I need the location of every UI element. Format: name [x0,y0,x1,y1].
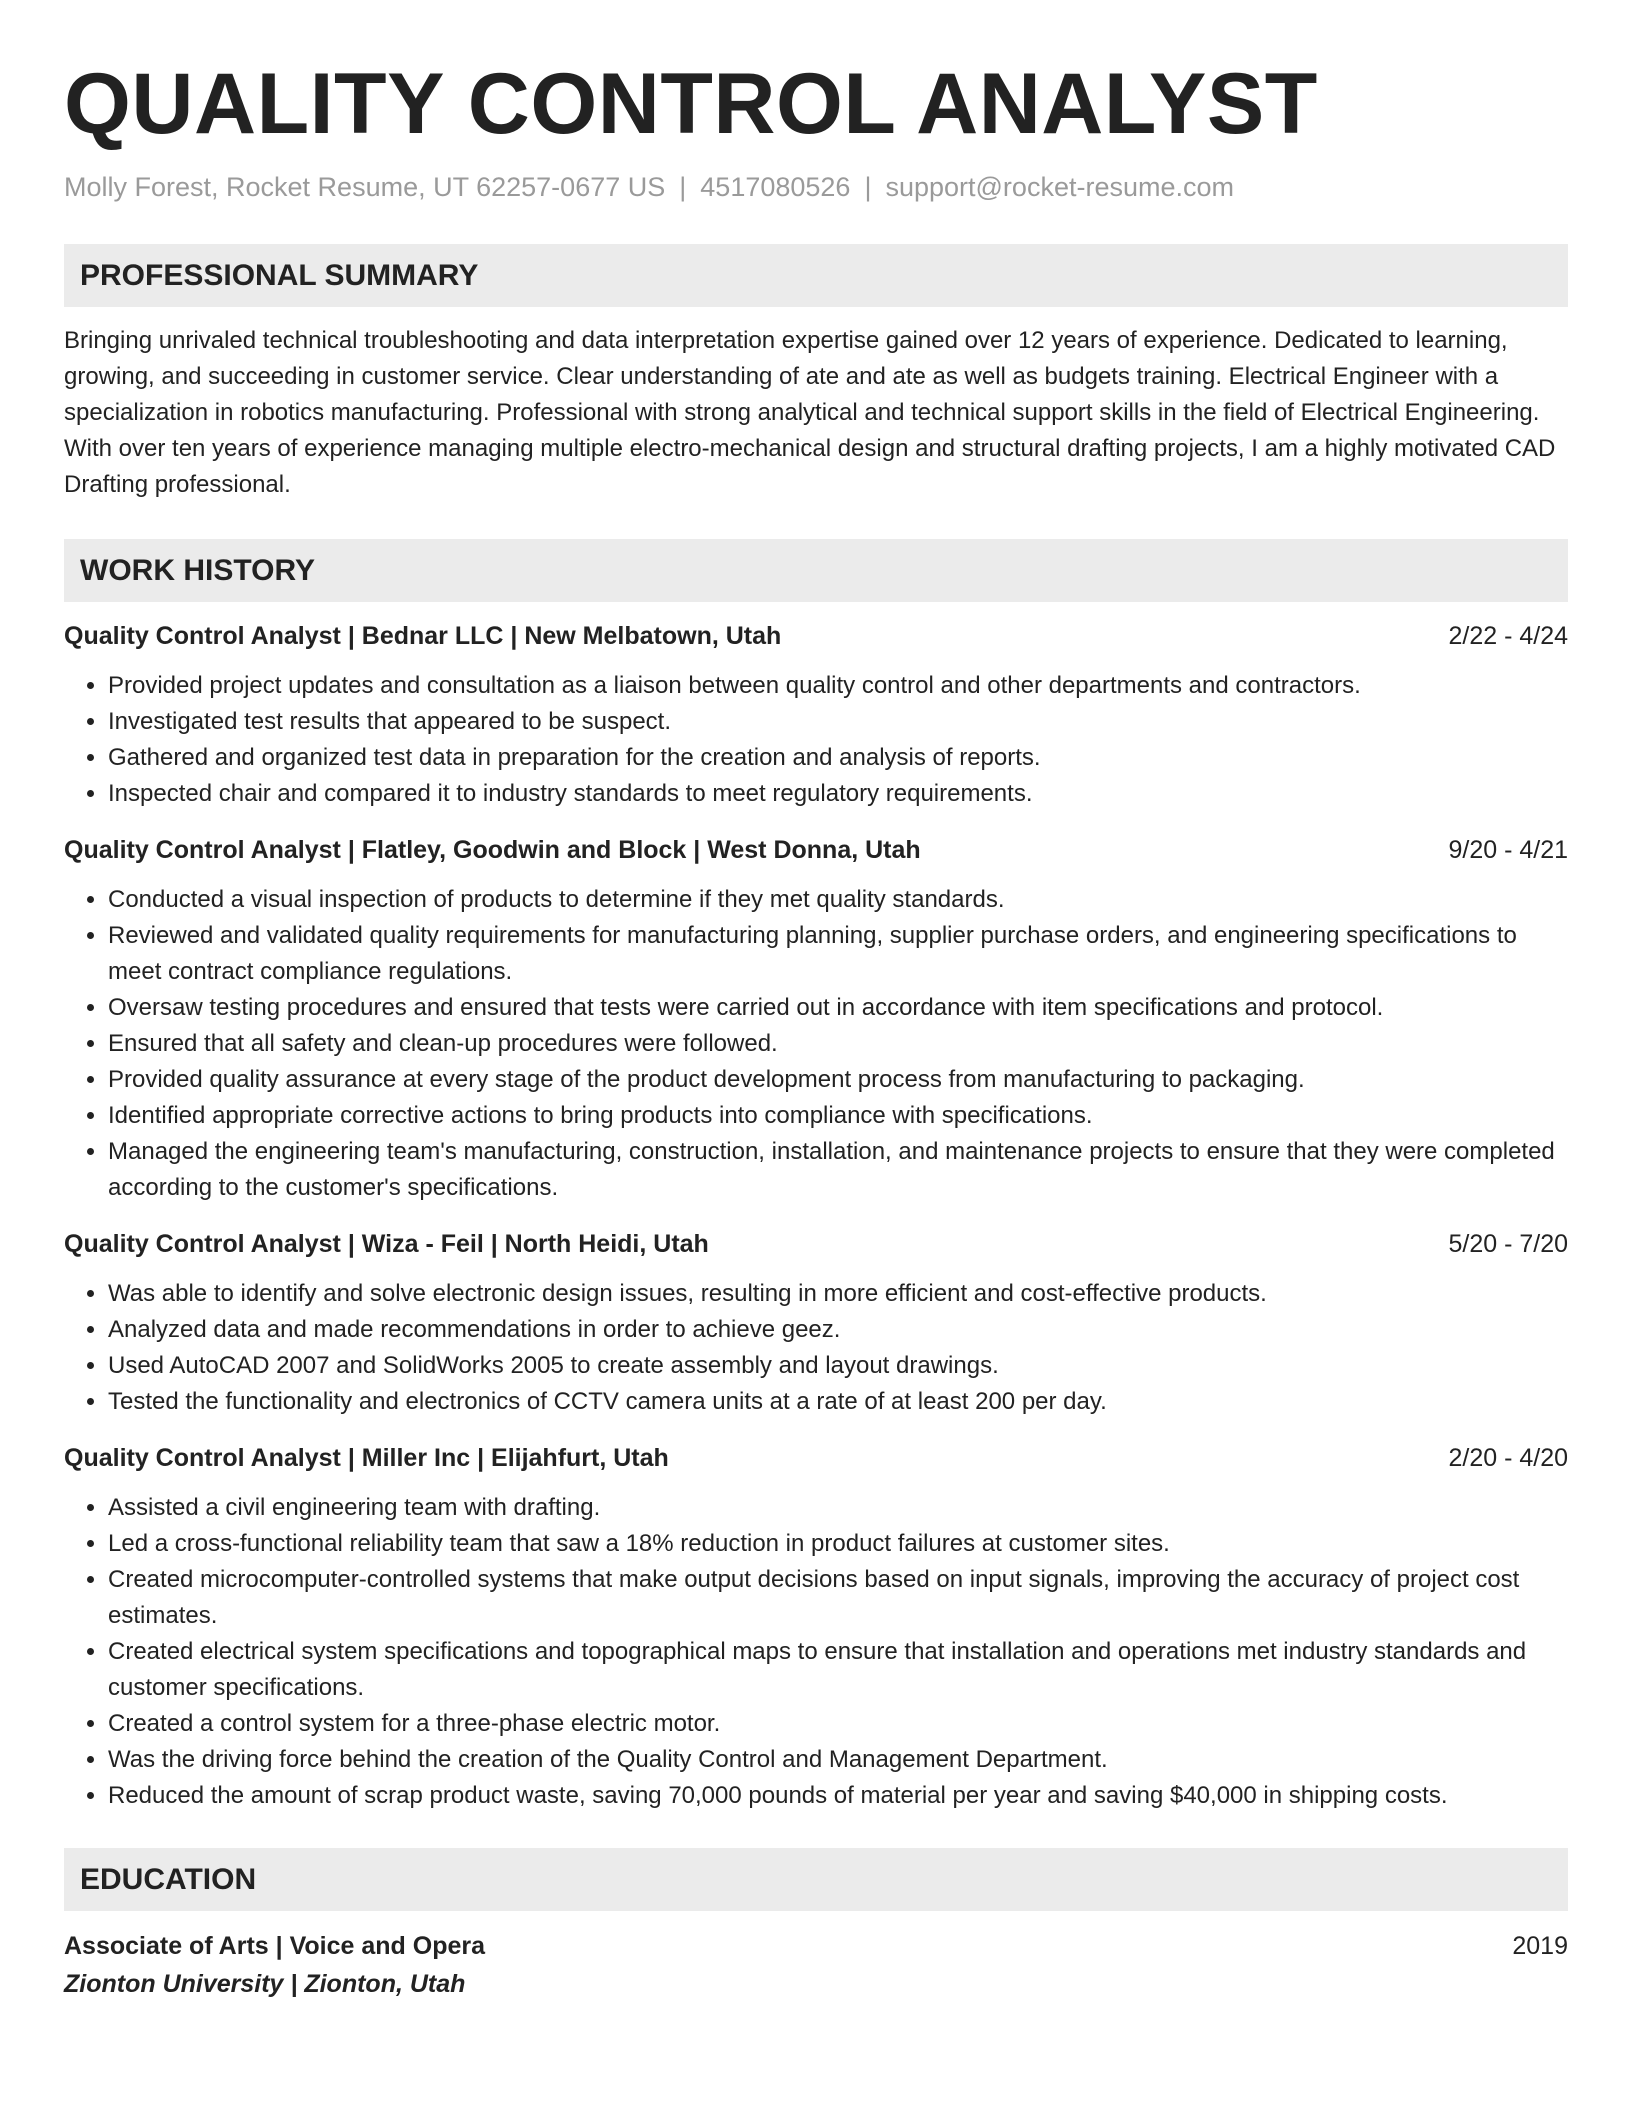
education-header [64,1927,1568,1965]
job-header [64,618,1568,654]
job-dates: 2/20 - 4/20 [1448,1444,1568,1472]
job-bullets [64,1490,1568,1814]
job-bullet: • Identified appropriate corrective actions to bring products into compliance with specifications. [108,1098,1568,1134]
job-entry [64,832,1568,1206]
contact-email: support@rocket-resume.com [885,172,1234,202]
job-title: Quality Control Analyst | Bednar LLC | New Melbatown, Utah [64,622,782,650]
job-bullet: • Gathered and organized test data in preparation for the creation and analysis of reports. [108,740,1568,776]
work-history-heading: WORK HISTORY [64,539,1568,602]
job-bullets [64,668,1568,812]
contact-address: Molly Forest, Rocket Resume, UT 62257-0677 US [64,172,666,202]
job-bullet: • Led a cross-functional reliability team that saw a 18% reduction in product failures at customer sites. [108,1526,1568,1562]
job-bullets [64,882,1568,1206]
education-entry [64,1927,1568,2003]
job-bullet: • Used AutoCAD 2007 and SolidWorks 2005 to create assembly and layout drawings. [108,1348,1568,1384]
job-bullet: • Was the driving force behind the creation of the Quality Control and Management Department. [108,1742,1568,1778]
job-bullet: • Tested the functionality and electronics of CCTV camera units at a rate of at least 200 per day. [108,1384,1568,1420]
job-bullet: • Provided quality assurance at every stage of the product development process from manufacturing to packaging. [108,1062,1568,1098]
job-title: Quality Control Analyst | Miller Inc | Elijahfurt, Utah [64,1444,669,1472]
job-header [64,832,1568,868]
resume-title: QUALITY CONTROL ANALYST [64,56,1318,152]
contact-separator: | [864,172,872,202]
job-bullet: • Conducted a visual inspection of products to determine if they met quality standards. [108,882,1568,918]
summary-text: Bringing unrivaled technical troubleshooting and data interpretation expertise gained over 12 years of experience. Dedicated to learning, growing, and succeeding in customer service. Clear understanding of ate and ate as well as budgets training. Electrical Engineer with a specialization in robotics manufacturing. Professional with strong analytical and technical support skills in the field of Electrical Engineering. With over ten years of experience managing multiple electro-mechanical design and structural drafting projects, I am a highly motivated CAD Drafting professional. [64,327,1556,498]
job-bullets [64,1276,1568,1420]
job-bullet: • Was able to identify and solve electronic design issues, resulting in more efficient and cost-effective products. [108,1276,1568,1312]
job-bullet: • Provided project updates and consultation as a liaison between quality control and other departments and contractors. [108,668,1568,704]
education-school: Zionton University | Zionton, Utah [64,1970,466,1998]
job-entry [64,618,1568,812]
job-dates: 9/20 - 4/21 [1448,836,1568,864]
summary-heading: PROFESSIONAL SUMMARY [64,244,1568,307]
job-bullet: • Investigated test results that appeared to be suspect. [108,704,1568,740]
education-year: 2019 [1512,1932,1568,1960]
education-degree: Associate of Arts | Voice and Opera [64,1932,486,1960]
job-title: Quality Control Analyst | Flatley, Goodwin and Block | West Donna, Utah [64,836,921,864]
job-dates: 5/20 - 7/20 [1448,1230,1568,1258]
job-bullet: • Reviewed and validated quality requirements for manufacturing planning, supplier purchase orders, and engineering specifications to meet contract compliance regulations. [108,918,1568,990]
contact-line [64,170,1568,204]
job-bullet: • Created electrical system specifications and topographical maps to ensure that installation and operations met industry standards and customer specifications. [108,1634,1568,1706]
job-entry [64,1226,1568,1420]
education-heading: EDUCATION [64,1848,1568,1911]
job-bullet: • Reduced the amount of scrap product waste, saving 70,000 pounds of material per year and saving $40,000 in shipping costs. [108,1778,1568,1814]
job-bullet: • Oversaw testing procedures and ensured that tests were carried out in accordance with item specifications and protocol. [108,990,1568,1026]
job-header [64,1226,1568,1262]
job-dates: 2/22 - 4/24 [1448,622,1568,650]
job-entry [64,1440,1568,1814]
job-title: Quality Control Analyst | Wiza - Feil | North Heidi, Utah [64,1230,709,1258]
job-bullet: • Managed the engineering team's manufacturing, construction, installation, and maintenance projects to ensure that they were completed according to the customer's specifications. [108,1134,1568,1206]
job-bullet: • Assisted a civil engineering team with drafting. [108,1490,1568,1526]
job-bullet: • Inspected chair and compared it to industry standards to meet regulatory requirements. [108,776,1568,812]
contact-separator: | [679,172,687,202]
job-bullet: • Created a control system for a three-phase electric motor. [108,1706,1568,1742]
job-header [64,1440,1568,1476]
job-bullet: • Ensured that all safety and clean-up procedures were followed. [108,1026,1568,1062]
contact-phone: 4517080526 [700,172,851,202]
job-bullet: • Created microcomputer-controlled systems that make output decisions based on input signals, improving the accuracy of project cost estimates. [108,1562,1568,1634]
job-bullet: • Analyzed data and made recommendations in order to achieve geez. [108,1312,1568,1348]
